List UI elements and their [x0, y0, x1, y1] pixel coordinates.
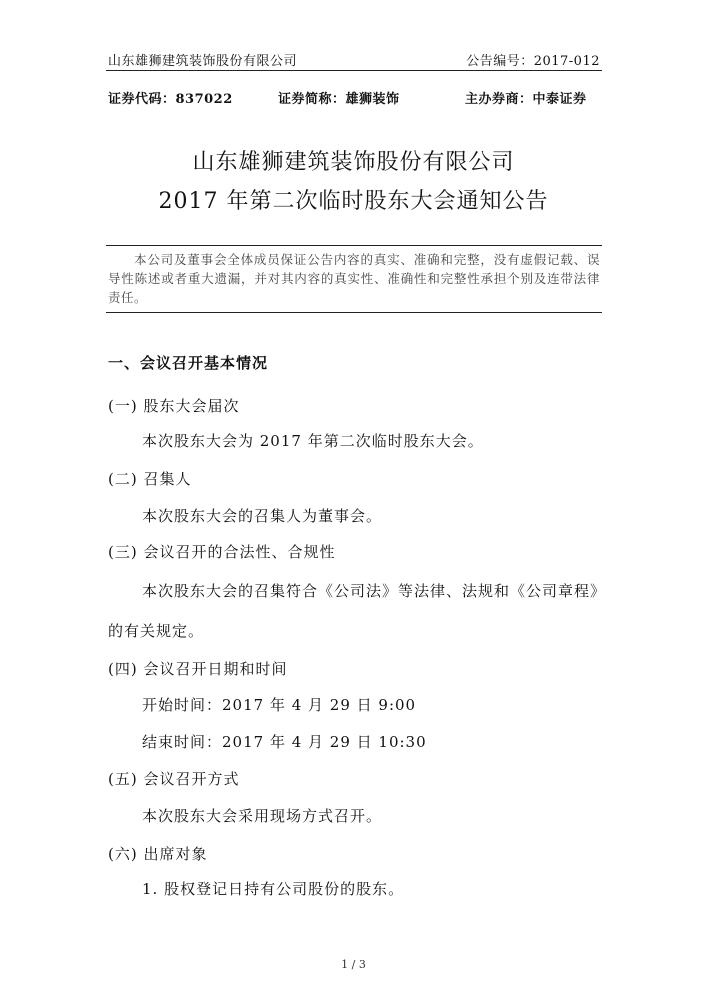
page-title-notice: 2017 年第二次临时股东大会通知公告	[158, 189, 549, 214]
meeting-start-time: 开始时间：2017 年 4 月 29 日 9:00	[142, 696, 417, 714]
header-company: 山东雄狮建筑装饰股份有限公司	[108, 54, 298, 69]
page-number: 1 / 3	[341, 958, 366, 971]
item-heading-session: (一) 股东大会届次	[108, 397, 240, 415]
page-title-company: 山东雄狮建筑装饰股份有限公司	[192, 150, 515, 175]
sponsor-broker: 主办券商：中泰证券	[465, 92, 587, 107]
security-code: 证券代码：837022	[108, 92, 233, 107]
item-heading-legality: (三) 会议召开的合法性、合规性	[108, 543, 336, 561]
section-heading: 一、会议召开基本情况	[108, 354, 269, 372]
disclaimer-box	[106, 245, 602, 313]
item-heading-method: (五) 会议召开方式	[108, 770, 240, 788]
item-heading-attendees: (六) 出席对象	[108, 845, 208, 863]
item-heading-datetime: (四) 会议召开日期和时间	[108, 660, 288, 678]
disclaimer-text: 本公司及董事会全体成员保证公告内容的真实、准确和完整，没有虚假记载、误导性陈述或者重大遗漏，并对其内容的真实性、准确性和完整性承担个别及连带法律责任。	[108, 252, 600, 305]
item-body-attendees: 1. 股权登记日持有公司股份的股东。	[142, 880, 405, 898]
meeting-end-time: 结束时间：2017 年 4 月 29 日 10:30	[142, 733, 427, 751]
item-body-convener: 本次股东大会的召集人为董事会。	[142, 507, 383, 525]
header-rule	[106, 70, 602, 71]
item-body-legality: 本次股东大会的召集符合《公司法》等法律、法规和《公司章程》的有关规定。	[108, 582, 599, 640]
item-body-session: 本次股东大会为 2017 年第二次临时股东大会。	[142, 432, 484, 450]
item-heading-convener: (二) 召集人	[108, 470, 192, 488]
header-announcement-no: 公告编号：2017-012	[466, 54, 600, 69]
item-body-method: 本次股东大会采用现场方式召开。	[142, 807, 383, 825]
security-abbreviation: 证券简称：雄狮装饰	[278, 92, 400, 107]
